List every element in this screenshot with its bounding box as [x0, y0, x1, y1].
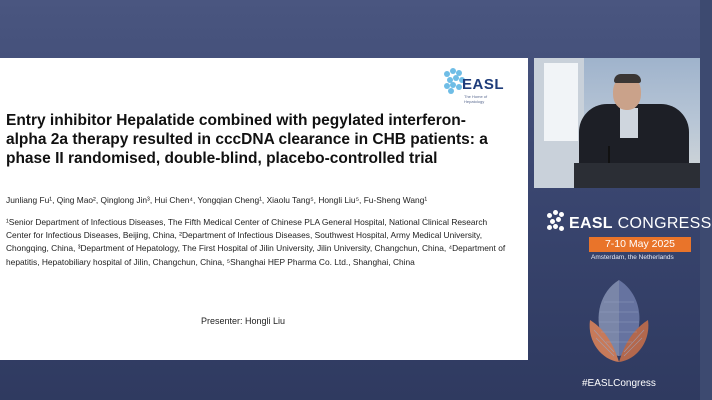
podium [574, 163, 700, 188]
congress-name-bold: EASL [569, 215, 613, 232]
congress-tulip-emblem [584, 272, 654, 372]
video-background-screen [544, 63, 578, 141]
congress-dates-badge: 7-10 May 2025 [589, 237, 691, 252]
speaker-hair [614, 74, 641, 83]
congress-name-rest: CONGRESS [612, 215, 712, 232]
easl-logo-tagline: The Home of Hepatology [464, 94, 488, 104]
congress-location: Amsterdam, the Netherlands [591, 254, 674, 261]
presentation-slide [0, 58, 528, 360]
congress-name [569, 215, 712, 233]
congress-hashtag: #EASLCongress [582, 378, 656, 389]
speaker-shirt [620, 108, 638, 138]
speaker-video-feed [534, 58, 700, 188]
presenter-label: Presenter: Hongli Liu [201, 316, 286, 326]
easl-logo-text: EASL [462, 76, 505, 93]
affiliations: ¹Senior Department of Infectious Diseases, The Fifth Medical Center of Chinese PLA General Hospital, National Clinical Research Center for Infectious Diseases, Beijing, China, ²Department of Infectious Diseases, Southwest Hospital, Army Medical University, Chongqing, China, ³Department of Hepatology, The First Hospital of Jilin University, Jilin University, Changchun, China, ⁴Department of hepatitis, Hepatobiliary hospital of Jilin, Changchun, China, ⁵Shanghai HEP Pharma Co. Ltd., Shanghai, China [6, 217, 506, 267]
easl-logo [442, 65, 506, 104]
slide-title: Entry inhibitor Hepalatide combined with pegylated interferon-alpha 2a therapy resulted in cccDNA clearance in CHB patients: a phase II randomised, double-blind, placebo-controlled trial [6, 112, 488, 167]
author-list: Junliang Fu¹, Qing Mao², Qinglong Jin³, Hui Chen⁴, Yongqian Cheng¹, Xiaolu Tang⁵, Hongli Liu⁵, Fu-Sheng Wang¹ [6, 195, 428, 205]
